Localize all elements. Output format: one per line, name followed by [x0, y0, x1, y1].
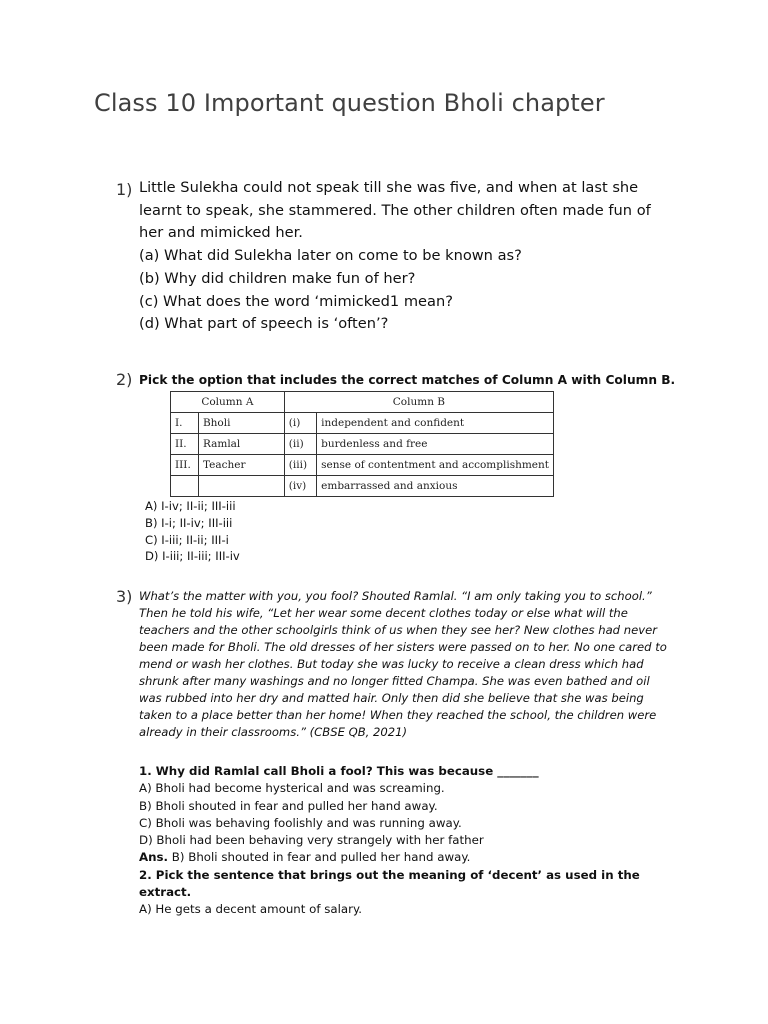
column-a-number: [171, 476, 199, 497]
table-row: [171, 476, 554, 497]
question-1-sub-a: (a) What did Sulekha later on come to be known as?: [139, 247, 522, 265]
column-b-text: embarrassed and anxious: [317, 476, 554, 497]
column-a-text: Teacher: [198, 455, 284, 476]
question-2-options: [145, 498, 240, 565]
sub-question-1-option-a: A) Bholi had become hysterical and was screaming.: [139, 781, 445, 796]
question-1: [139, 177, 679, 336]
column-a-number: I.: [171, 413, 199, 434]
question-number-2: 2): [116, 370, 133, 389]
sub-question-1-answer: [139, 849, 669, 866]
sub-question-2: 2. Pick the sentence that brings out the meaning of ‘decent’ as used in the: [139, 867, 640, 882]
option-c: C) I-iii; II-ii; III-i: [145, 532, 229, 547]
question-1-sub-b: (b) Why did children make fun of her?: [139, 269, 416, 287]
question-1-sub-d: (d) What part of speech is ‘often’?: [139, 315, 389, 333]
option-b: B) I-i; II-iv; III-iii: [145, 515, 233, 530]
question-3-subquestions: [139, 763, 669, 919]
column-a-number: III.: [171, 455, 199, 476]
column-a-text: Bholi: [198, 413, 284, 434]
column-a-number: II.: [171, 434, 199, 455]
column-b-number: (i): [284, 413, 316, 434]
column-b-text: independent and confident: [317, 413, 554, 434]
column-b-text: sense of contentment and accomplishment: [317, 455, 554, 476]
table-row: [171, 455, 554, 476]
table-row: [171, 434, 554, 455]
column-b-number: (ii): [284, 434, 316, 455]
question-number-1: 1): [116, 180, 133, 199]
sub-question-1-option-b: B) Bholi shouted in fear and pulled her hand away.: [139, 798, 438, 813]
match-table: [170, 391, 554, 497]
question-2-heading: Pick the option that includes the correct matches of Column A with Column B.: [139, 373, 676, 387]
sub-question-2-continued: extract.: [139, 885, 192, 900]
table-row: [171, 413, 554, 434]
sub-question-1-option-c: C) Bholi was behaving foolishly and was running away.: [139, 815, 462, 830]
sub-question-2-option-a: A) He gets a decent amount of salary.: [139, 902, 363, 917]
match-table-header: [171, 392, 554, 413]
answer-label: Ans.: [139, 850, 169, 865]
column-b-header: Column B: [284, 392, 553, 413]
page-title: Class 10 Important question Bholi chapter: [94, 89, 605, 117]
answer-text: B) Bholi shouted in fear and pulled her hand away.: [168, 850, 471, 865]
column-a-text: [198, 476, 284, 497]
sub-question-1-option-d: D) Bholi had been behaving very strangely with her father: [139, 833, 484, 848]
question-1-passage: Little Sulekha could not speak till she was five, and when at last she learnt to speak, she stammered. The other children often made fun of her and mimicked her.: [139, 179, 651, 242]
option-d: D) I-iii; II-iii; III-iv: [145, 549, 240, 564]
column-b-text: burdenless and free: [317, 434, 554, 455]
column-a-text: Ramlal: [198, 434, 284, 455]
column-a-header: Column A: [171, 392, 285, 413]
column-b-number: (iv): [284, 476, 316, 497]
question-1-sub-c: (c) What does the word ‘mimicked1 mean?: [139, 292, 453, 310]
question-number-3: 3): [116, 587, 133, 606]
column-b-number: (iii): [284, 455, 316, 476]
option-a: A) I-iv; II-ii; III-iii: [145, 499, 236, 513]
sub-question-1: 1. Why did Ramlal call Bholi a fool? This was because _______: [139, 764, 539, 778]
question-3-passage: What’s the matter with you, you fool? Shouted Ramlal. “I am only taking you to school.” Then he told his wife, “Let her wear some decent clothes today or else what will the teachers and the other schoolgirls think of us when they see her? New clothes had never been made for Bholi. The old dresses of her sisters were passed on to her. No one cared to mend or wash her clothes. But today she was lucky to receive a clean dress which had shrunk after many washings and no longer fitted Champa. She was even bathed and oil was rubbed into her dry and matted hair. Only then did she believe that she was being taken to a place better than her home! When they reached the school, the children were already in their classrooms.” (CBSE QB, 2021): [139, 589, 667, 739]
